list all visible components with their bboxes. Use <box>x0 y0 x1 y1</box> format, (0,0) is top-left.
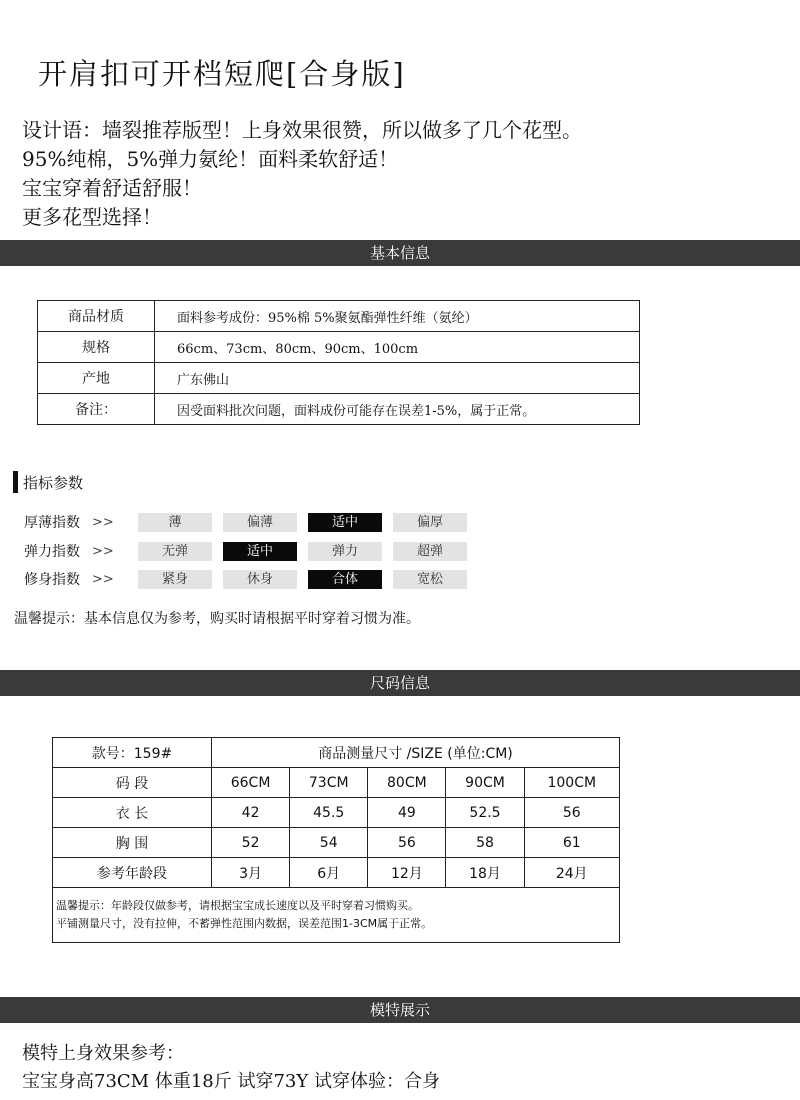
double-arrow-icon: >> <box>92 571 114 587</box>
info-value: 66cm、73cm、80cm、90cm、100cm <box>155 332 640 363</box>
table-row <box>53 888 620 943</box>
table-cell: 73CM <box>290 768 368 798</box>
info-label: 备注： <box>38 394 155 425</box>
size-note-line: 温馨提示：年龄段仅做参考，请根据宝宝成长速度以及平时穿着习惯购买。 <box>56 899 419 912</box>
table-cell: 52 <box>212 828 290 858</box>
table-row <box>53 828 620 858</box>
indicator-option: 弹力 <box>308 542 382 561</box>
indicator-option: 合体 <box>308 570 382 589</box>
table-cell: 100CM <box>524 768 619 798</box>
table-cell: 6月 <box>290 858 368 888</box>
table-cell: 45.5 <box>290 798 368 828</box>
table-cell: 胸 围 <box>53 828 212 858</box>
table-cell: 58 <box>446 828 524 858</box>
table-row <box>38 301 640 332</box>
table-row <box>53 798 620 828</box>
section-bar-basic: 基本信息 <box>0 240 800 266</box>
indicator-option: 无弹 <box>138 542 212 561</box>
info-label: 规格 <box>38 332 155 363</box>
info-label: 商品材质 <box>38 301 155 332</box>
table-cell: 18月 <box>446 858 524 888</box>
indicator-row-fit <box>24 569 478 589</box>
indicator-label: 修身指数 <box>24 572 80 588</box>
indicator-heading <box>13 470 83 494</box>
info-value: 因受面料批次问题，面料成份可能存在误差1-5%，属于正常。 <box>155 394 640 425</box>
table-cell: 参考年龄段 <box>53 858 212 888</box>
indicator-option: 宽松 <box>393 570 467 589</box>
size-notes <box>53 888 620 943</box>
heading-marker <box>13 471 18 493</box>
table-cell: 12月 <box>368 858 446 888</box>
table-cell: 42 <box>212 798 290 828</box>
section-bar-model: 模特展示 <box>0 997 800 1023</box>
table-row <box>53 738 620 768</box>
size-note-line: 平铺测量尺寸，没有拉伸，不蓄弹性范围内数据，误差范围1-3CM属于正常。 <box>56 917 433 930</box>
table-row <box>38 332 640 363</box>
table-cell: 52.5 <box>446 798 524 828</box>
section-bar-size: 尺码信息 <box>0 670 800 696</box>
table-cell: 61 <box>524 828 619 858</box>
indicator-row-thickness <box>24 512 478 532</box>
style-number: 款号：159# <box>53 738 212 768</box>
indicator-row-elasticity <box>24 541 478 561</box>
indicator-option: 休身 <box>223 570 297 589</box>
indicator-option: 偏厚 <box>393 513 467 532</box>
table-cell: 54 <box>290 828 368 858</box>
indicator-option: 超弹 <box>393 542 467 561</box>
table-cell: 3月 <box>212 858 290 888</box>
model-caption: 模特上身效果参考： <box>22 1043 184 1064</box>
basic-info-table <box>37 300 640 425</box>
table-cell: 80CM <box>368 768 446 798</box>
description-line: 更多花型选择！ <box>22 205 162 229</box>
table-cell: 24月 <box>524 858 619 888</box>
table-cell: 码 段 <box>53 768 212 798</box>
table-cell: 56 <box>524 798 619 828</box>
table-row <box>53 768 620 798</box>
measure-title: 商品测量尺寸 /SIZE (单位:CM) <box>212 738 620 768</box>
indicator-label: 弹力指数 <box>24 544 80 560</box>
page-title: 开肩扣可开档短爬[合身版] <box>38 57 406 91</box>
info-value: 广东佛山 <box>155 363 640 394</box>
double-arrow-icon: >> <box>92 543 114 559</box>
info-value: 面料参考成份：95%棉 5%聚氨酯弹性纤维（氨纶） <box>155 301 640 332</box>
table-row <box>38 363 640 394</box>
description-line: 宝宝穿着舒适舒服！ <box>22 176 202 200</box>
double-arrow-icon: >> <box>92 514 114 530</box>
indicator-option: 偏薄 <box>223 513 297 532</box>
basic-info-tip: 温馨提示：基本信息仅为参考，购买时请根据平时穿着习惯为准。 <box>14 611 420 627</box>
table-row <box>38 394 640 425</box>
model-details: 宝宝身高73CM 体重18斤 试穿73Y 试穿体验：合身 <box>22 1071 440 1092</box>
indicator-label: 厚薄指数 <box>24 515 80 531</box>
table-cell: 66CM <box>212 768 290 798</box>
size-table <box>52 737 620 943</box>
indicator-option: 薄 <box>138 513 212 532</box>
indicator-option: 紧身 <box>138 570 212 589</box>
table-row <box>53 858 620 888</box>
indicator-option: 适中 <box>223 542 297 561</box>
product-description <box>22 116 582 232</box>
table-cell: 49 <box>368 798 446 828</box>
description-line: 设计语：墙裂推荐版型！上身效果很赞，所以做多了几个花型。 <box>22 118 582 142</box>
indicator-option: 适中 <box>308 513 382 532</box>
info-label: 产地 <box>38 363 155 394</box>
table-cell: 56 <box>368 828 446 858</box>
table-cell: 90CM <box>446 768 524 798</box>
indicator-heading-text: 指标参数 <box>23 473 84 492</box>
description-line: 95%纯棉，5%弹力氨纶！面料柔软舒适！ <box>22 147 399 171</box>
table-cell: 衣 长 <box>53 798 212 828</box>
